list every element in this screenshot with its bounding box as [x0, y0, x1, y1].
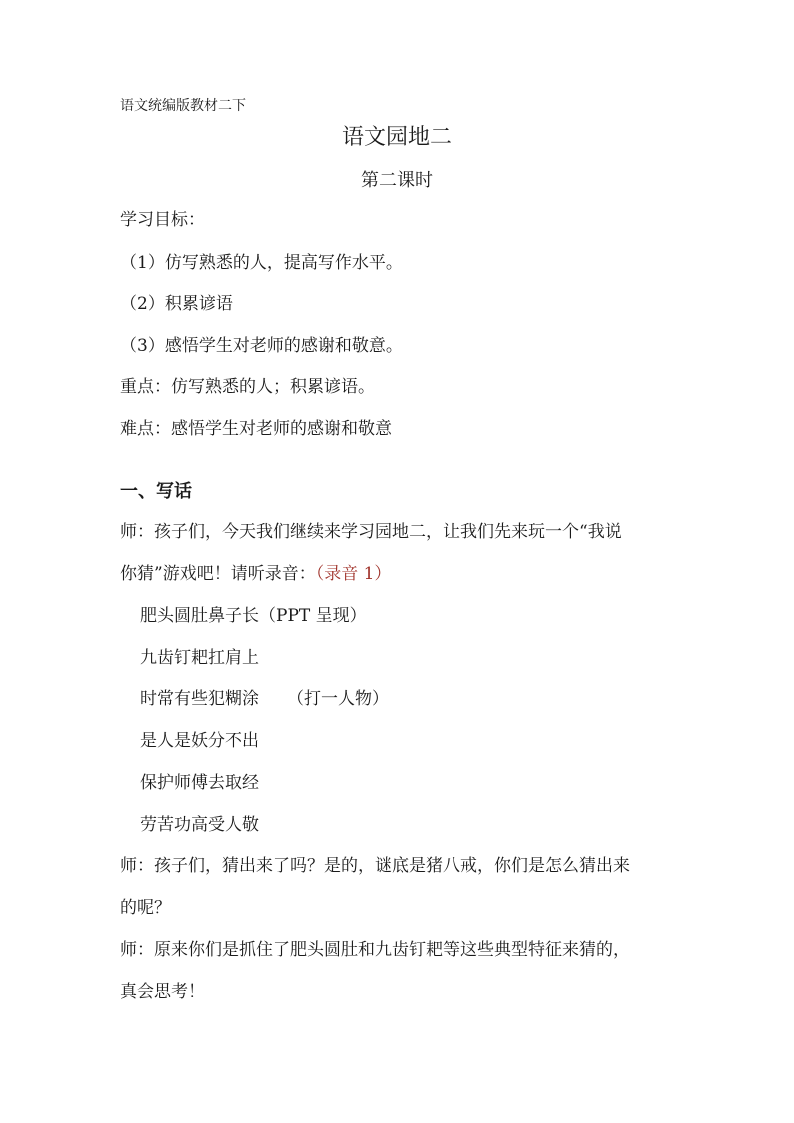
teacher-line-2-text: 你猜”游戏吧！请听录音： — [120, 564, 316, 584]
goal-item-2: （2）积累谚语 — [120, 294, 233, 314]
goals-label: 学习目标： — [120, 210, 205, 230]
teacher-line-5: 师：原来你们是抓住了肥头圆肚和九齿钉耙等这些典型特征来猜的， — [120, 940, 630, 960]
riddle-line-5: 保护师傅去取经 — [140, 773, 259, 793]
riddle-line-3-text: 时常有些犯糊涂 — [140, 689, 259, 709]
difficulty-point: 难点：感悟学生对老师的感谢和敬意 — [120, 419, 392, 439]
section-heading: 一、写话 — [120, 481, 192, 502]
riddle-line-1: 肥头圆肚鼻子长（PPT 呈现） — [140, 606, 367, 626]
goal-item-1: （1）仿写熟悉的人，提高写作水平。 — [120, 253, 403, 273]
teacher-line-1: 师：孩子们，今天我们继续来学习园地二，让我们先来玩一个“我说 — [120, 522, 622, 542]
riddle-line-6: 劳苦功高受人敬 — [140, 815, 259, 835]
teacher-line-4: 的呢？ — [120, 898, 171, 918]
page-title: 语文园地二 — [341, 125, 452, 150]
riddle-line-4: 是人是妖分不出 — [140, 731, 259, 751]
riddle-hint: （打一人物） — [287, 689, 389, 709]
goal-item-3: （3）感悟学生对老师的感谢和敬意。 — [120, 336, 403, 356]
riddle-line-2: 九齿钉耙扛肩上 — [140, 648, 259, 668]
textbook-tag: 语文统编版教材二下 — [120, 98, 246, 114]
audio-note: （录音 1） — [315, 564, 392, 584]
riddle-line-3 — [140, 691, 389, 708]
teacher-line-3: 师：孩子们，猜出来了吗？是的，谜底是猪八戒，你们是怎么猜出来 — [120, 856, 630, 876]
key-point: 重点：仿写熟悉的人；积累谚语。 — [120, 377, 375, 397]
lesson-subtitle: 第二课时 — [361, 170, 433, 191]
teacher-line-2 — [120, 566, 391, 583]
teacher-line-6: 真会思考！ — [120, 982, 205, 1002]
